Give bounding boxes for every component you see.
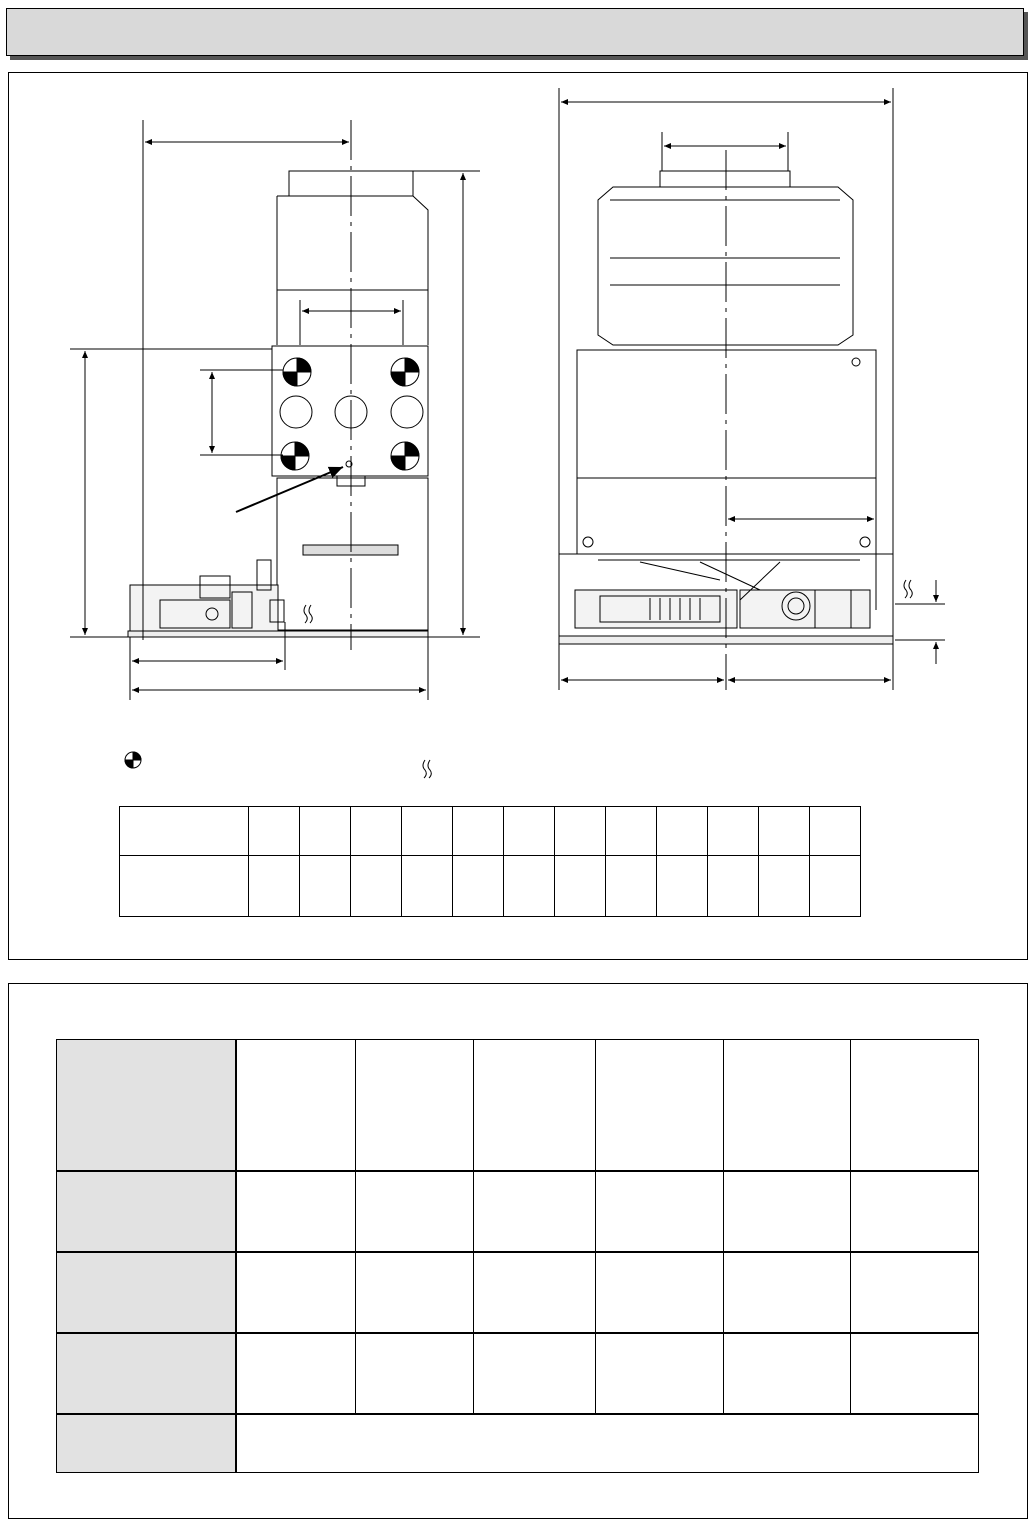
spec-row	[57, 1333, 979, 1414]
dim-val-6	[504, 856, 555, 917]
spec-row-label	[57, 1252, 236, 1333]
spec-cell	[474, 1333, 596, 1414]
dim-val-1	[249, 856, 300, 917]
dim-col-5	[453, 807, 504, 856]
dim-val-2	[300, 856, 351, 917]
dim-val-11	[759, 856, 810, 917]
spec-cell	[236, 1333, 356, 1414]
spec-row	[57, 1171, 979, 1252]
dimension-table	[119, 806, 861, 917]
dimension-header-row	[120, 807, 861, 856]
spec-head-6	[851, 1040, 979, 1172]
dim-val-12	[810, 856, 861, 917]
dim-col-1	[249, 807, 300, 856]
spec-cell	[236, 1252, 356, 1333]
dim-col-11	[759, 807, 810, 856]
dim-col-10	[708, 807, 759, 856]
dim-val-3	[351, 856, 402, 917]
dim-col-3	[351, 807, 402, 856]
spec-head-4	[596, 1040, 724, 1172]
spec-header-row	[57, 1040, 979, 1172]
dim-col-12	[810, 807, 861, 856]
spec-head-5	[724, 1040, 851, 1172]
spec-cell	[474, 1171, 596, 1252]
dim-col-9	[657, 807, 708, 856]
spec-cell	[851, 1171, 979, 1252]
dim-val-5	[453, 856, 504, 917]
spec-head-1	[236, 1040, 356, 1172]
spec-head-2	[356, 1040, 474, 1172]
dim-col-6	[504, 807, 555, 856]
spec-cell	[724, 1333, 851, 1414]
spec-head-3	[474, 1040, 596, 1172]
dim-col-0	[120, 807, 249, 856]
spec-cell	[236, 1171, 356, 1252]
spec-cell	[356, 1252, 474, 1333]
dim-col-2	[300, 807, 351, 856]
dim-val-9	[657, 856, 708, 917]
dim-val-4	[402, 856, 453, 917]
spec-head-0	[57, 1040, 236, 1172]
dim-val-8	[606, 856, 657, 917]
dim-val-10	[708, 856, 759, 917]
spec-row	[57, 1252, 979, 1333]
dim-col-7	[555, 807, 606, 856]
dim-col-8	[606, 807, 657, 856]
spec-row-label	[57, 1171, 236, 1252]
spec-cell	[724, 1171, 851, 1252]
spec-cell	[724, 1252, 851, 1333]
spec-cell	[356, 1333, 474, 1414]
spec-cell	[851, 1252, 979, 1333]
spec-footer-row	[57, 1414, 979, 1473]
spec-cell	[596, 1171, 724, 1252]
spec-cell	[474, 1252, 596, 1333]
spec-footer-cell	[236, 1414, 979, 1473]
spec-cell	[356, 1171, 474, 1252]
dim-val-7	[555, 856, 606, 917]
technical-spec-table	[56, 1039, 979, 1473]
spec-cell	[851, 1333, 979, 1414]
dimension-value-row	[120, 856, 861, 917]
spec-cell	[596, 1333, 724, 1414]
dim-val-0	[120, 856, 249, 917]
spec-row-label	[57, 1333, 236, 1414]
dim-col-4	[402, 807, 453, 856]
spec-cell	[596, 1252, 724, 1333]
spec-footer-label	[57, 1414, 236, 1473]
